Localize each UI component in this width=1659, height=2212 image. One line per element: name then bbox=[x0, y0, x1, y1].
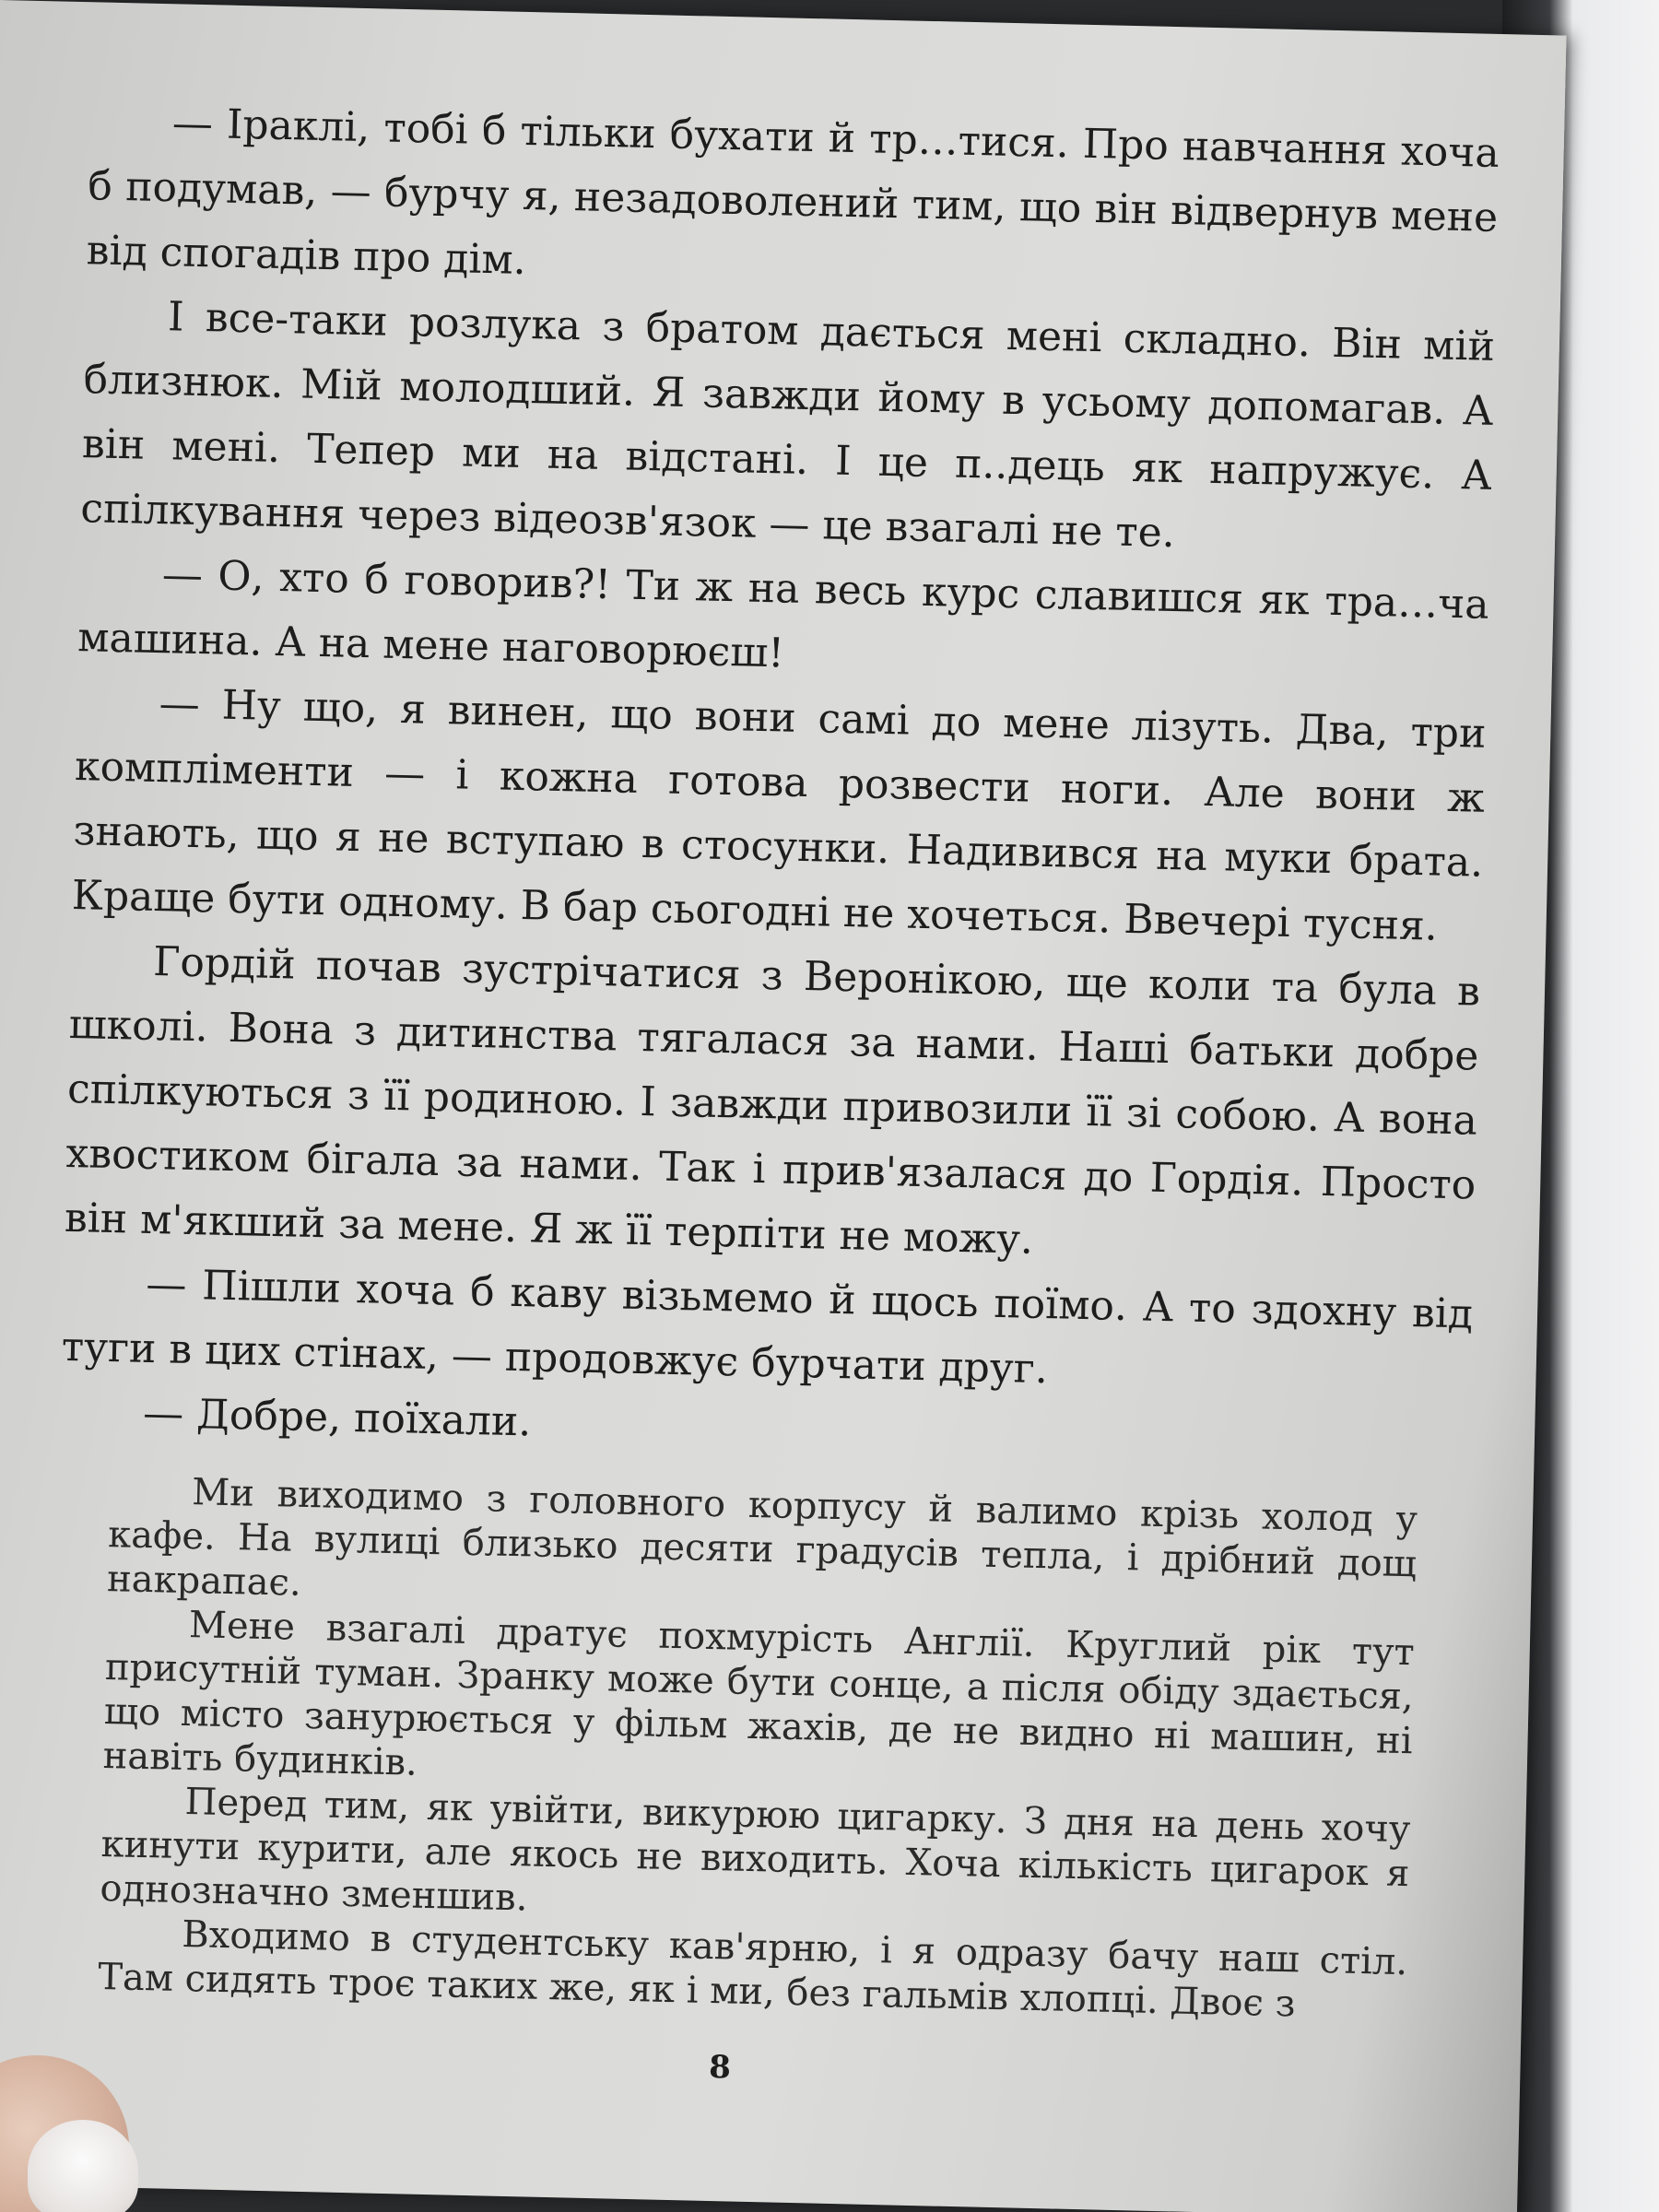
paragraph-10: Перед тим, як увійти, викурюю цигарку. З дня на день хочу кинути курити, але якось не виходить. Хоча кількість цигарок я однозначно зменшив. bbox=[100, 1781, 1411, 1920]
paragraph-7: — Добре, поїхали. bbox=[142, 1389, 532, 1446]
paragraph-8: Ми виходимо з головного корпусу й валимо крізь холод у кафе. На вулиці близько десяти градусів тепла, і дрібний дощ накрапає. bbox=[106, 1471, 1418, 1605]
paragraph-6: — Пішли хоча б каву візьмемо й щось поїмо. А то здохну від туги в цих стінах, — продовжує бурчати друг. bbox=[61, 1260, 1474, 1394]
paragraph-4: — Ну що, я винен, що вони самі до мене лізуть. Два, три компліменти — і кожна готова розвести ноги. Але вони ж знають, що я не вступаю в стосунки. Надивився на муки брата. Краще бути одному. В бар сьогодні не хочеться. Ввечері тусня. bbox=[71, 680, 1487, 950]
paragraph-2: І все-таки розлука з братом дається мені складно. Він мій близнюк. Мій молодший. Я завжди йому в усьому допомагав. А він мені. Тепер ми на відстані. І це п..дець як напружує. А спілкування через відеозв'язок — це взагалі не те. bbox=[79, 293, 1496, 558]
paragraph-5: Гордій почав зустрічатися з Веронікою, ще коли та була в школі. Вона з дитинства тягалася за нами. Наші батьки добре спілкуються з її родиною. І завжди привозили її зі собою. А вона хвостиком бігала за нами. Так і прив'язалася до Гордія. Просто він м'якший за мене. Я ж її терпіти не можу. bbox=[64, 938, 1481, 1264]
main-text bbox=[59, 89, 1500, 1476]
page-number: 8 bbox=[708, 2049, 732, 2087]
paragraph-11: Входимо в студентську кав'ярню, і я одразу бачу наш стіл. Там сидять троє таких же, як і ми, без гальмів хлопці. Двоє з bbox=[97, 1913, 1408, 2026]
paragraph-1: — Іраклі, тобі б тільки бухати й тр…тися. Про навчання хоча б подумав, — бурчу я, незадоволений тим, що він відвернув мене від спогадів про дім. bbox=[86, 100, 1500, 285]
fingernail bbox=[28, 2120, 138, 2212]
paragraph-9: Мене взагалі дратує похмурість Англії. Круглий рік тут присутній туман. Зранку може бути сонце, а після обіду здається, що місто занурюється у фільм жахів, де не видно ні машин, ні навіть будинків. bbox=[102, 1604, 1416, 1784]
paragraph-3: — О, хто б говорив?! Ти ж на весь курс славишся як тра…ча машина. А на мене наговорюєш! bbox=[76, 551, 1490, 677]
lower-text bbox=[98, 1468, 1418, 2029]
